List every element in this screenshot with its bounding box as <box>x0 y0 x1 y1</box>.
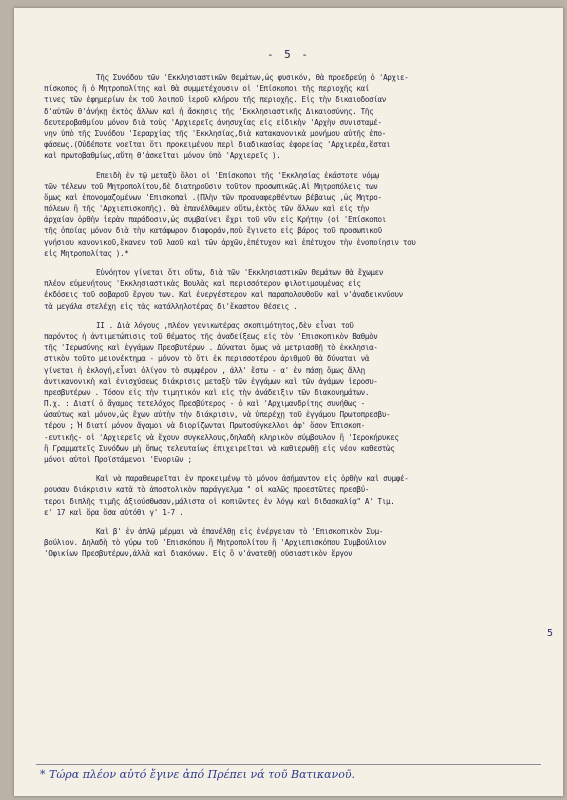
text-line: γίνεται ἡ ἐκλογή,εἶναι ὀλίγον τὸ συμφέρον , ἀλλ' ἔστω - α' ἐν πάσῃ ὅμως ἄλλῃ <box>44 365 365 375</box>
text-line: -ευτικῆς- οἱ 'Αρχιερεῖς νὰ ἔχουν συγκελλους,δηλαδὴ κληρικὸν σύμβουλον ἢ 'Ιεροκήρυκες <box>44 432 399 442</box>
text-line: Τῆς Συνόδου τῶν 'Εκκλησιαστικῶν Θεμάτων,ὡς φυσικόν, θὰ προεδρεύῃ ὁ 'Αρχιε- <box>96 73 409 82</box>
text-line: ἐκδόσεις τοῦ σοβαροῦ ἔργου των. Καὶ ἐνεργέστερον καὶ παραπολουθοῦν καὶ ν'ἀναδεικνύουν <box>44 290 403 300</box>
text-line: νην ὑπὸ τῆς Συνόδου 'Ιεραρχίας τῆς 'Εκκλησίας,διὰ κατακανονικὰ μονήμου αὐτῆς ἐπο- <box>44 128 386 138</box>
text-line: Επειδὴ ἐν τῷ μεταξὺ ὅλοι οἱ 'Επίσκοποι τῆς 'Εκκλησίας ἐκάστοτε νόμῳ <box>96 170 379 180</box>
text-line: Καὶ β' ἐν ἁπλῷ μέρμαι νὰ ἐπανέλθῃ εἰς ἐνέργειαν τὸ 'Επισκοπικὸν Συμ- <box>96 526 384 536</box>
text-line: ὅμως καὶ ἐπονομαζομένων 'Επισκοπαὶ .(Πλὴν τῶν προαναφερθέντων βέβαιως ,ὡς Μητρο- <box>44 192 382 202</box>
text-line: τεροι διπλῆς τιμῆς ἀξιούσθωσαν,μάλιστα οἱ κοπιῶντες ἐν λόγῳ καὶ διδασκαλίᾳ" Α' Τιμ. <box>44 496 395 506</box>
text-line: 'Οφικίων Πρεσβυτέρων,ἀλλὰ καὶ διακόνων. Εἰς ὃ ν'ἀνατεθῇ οὐσιαστικὸν ἔργον <box>44 549 353 559</box>
text-line: μόνοι αὐτοὶ Προϊστάμενοι 'Ενοριῶν ; <box>44 455 192 464</box>
margin-mark: 5 <box>546 628 553 639</box>
footnote-rule <box>36 764 541 765</box>
text-line: ἀρχαίαν ὀρθὴν ἱερὰν παράδοσιν,ὡς συμβαίνει ἔχρι τοῦ νῦν εἰς Κρήτην (οἱ 'Επίσκοποι <box>44 215 386 225</box>
paragraph <box>44 170 554 260</box>
text-line: βούλιον. Δηλαδὴ τὸ γύρω τοῦ 'Επισκόπου ἢ Μητροπολίτου ἢ 'Αρχιεπισκόπου Συμβούλιον <box>44 538 386 548</box>
handwritten-footnote: * Τώρα πλέον αὐτό ἔγινε ἀπό Πρέπει νά τοῦ Βατικανοῦ. <box>40 768 356 781</box>
text-line: πλέον εὐμενήτους 'Εκκλησιαστικὰς Βουλὰς καὶ περισσότερον φιλοτιμουμένας εἰς <box>44 279 361 289</box>
paragraph <box>44 473 554 518</box>
paragraph <box>44 72 554 162</box>
text-line: παρόντος ἡ ἀντιμετώπισις τοῦ θέματος τῆς ἀναδείξεως εἰς τὸν 'Επισκοπικὸν Βαθμὸν <box>44 331 378 341</box>
text-line: τέρου ; Ἡ διατί μόνον ἄγαμοι νὰ διορίζωνται Πρωτοσύγκελλοι ἀφ' ὅσον Ἐπισκοπ- <box>44 421 365 431</box>
document-body <box>44 72 554 568</box>
paragraph <box>44 320 554 465</box>
text-line: ἢ Γραμματεῖς Συνόδων μὴ ὅπως τελευταίως ἐπιχειρεῖται νὰ καθιερωθῇ εἰς νέον καθεστὼς <box>44 443 395 453</box>
text-line: ἀντικανονικὴ καὶ ἐνισχύσεως διάκρισις μεταξὺ τῶν ἐγγάμων καὶ τῶν ἀγάμων ἱεροσυ- <box>44 376 378 386</box>
page-number: - 5 - <box>266 48 311 61</box>
text-line: ὡσαύτως καὶ μόνον,ὡς ἔχων αὐτὴν τὴν διάκρισιν, νὰ ὑπερέχῃ τοῦ ἐγγάμου Πρωτοπρεσβυ- <box>44 410 391 420</box>
text-line: Καὶ νὰ παραθεωρεῖται ἐν προκειμένῳ τὸ μόνον ἀσήμαντον εἰς ὀρθὴν καὶ συμφέ- <box>96 474 409 484</box>
text-line: τινες τῶν ἐφημερίων ἐκ τοῦ λοιποῦ ἱεροῦ κλήρου τῆς περιοχῆς. Εἰς τὴν δικαιοδοσίαν <box>44 95 386 105</box>
text-line: πίσκοπος ἢ ὁ Μητροπολίτης καὶ θὰ συμμετέχουσιν οἱ 'Επίσκοποι τῆς περιοχῆς καί <box>44 84 370 94</box>
document-page <box>14 8 563 796</box>
text-line: στικὸν τοῦτο μειονέκτημα - μόνον τὸ ὅτι ἐκ περισσοτέρου ἀριθμοῦ θὰ δύναται νὰ <box>44 354 370 364</box>
text-line: δ'αὐτῶν θ'ἀνήκῃ ἐκτὸς ἄλλων καὶ ἡ ἄσκησις τῆς 'Εκκλησιαστικῆς Δικαιοσύνης. Τῆς <box>44 106 374 116</box>
text-line: δευτεροβαθμίου μόνον διὰ τοὺς 'Αρχιερεῖς ἀνησυχίας εἰς εἰδικὴν 'Αρχὴν συνισταμέ- <box>44 117 382 127</box>
text-line: ΙΙ . Διὰ λόγους ,πλέον γενικωτέρας σκοπιμότητος,δὲν εἶναι τοῦ <box>96 320 354 330</box>
text-line: τῆς ὁποίας μόνον διὰ τὴν κατάφωρον διαφοράν,ποὺ ἔγινετο εἰς βάρος τοῦ προσωπικοῦ <box>44 226 382 236</box>
paragraph <box>44 267 554 312</box>
text-line: φάσεως.(Οὐδέποτε νοεῖται ὅτι προκειμένου περὶ διαδικασίας ἐφορείας 'Αρχιερέα,ἔσται <box>44 140 391 150</box>
text-line: καὶ πρωτοβαθμίως,αὕτη θ'ἀσκεῖται μόνον ὑπὸ 'Αρχιερεῖς ). <box>44 151 281 161</box>
text-line: πρεσβυτέρων . Τόσον εἰς τὴν τιμητικόν καὶ εἰς τὴν ἀνάδειξιν τῶν διακονημάτων. <box>44 387 370 397</box>
text-line: Εὐνόητον γίνεται ὅτι οὕτω, διὰ τῶν 'Εκκλησιαστικῶν Θεμάτων θὰ ἔχωμεν <box>96 268 384 277</box>
text-line: πόλεων ἢ τῆς 'Αρχιεπισκοπῆς). θὰ ἐπανέλθωμεν οὕτω,ἐκτὸς τῶν ἄλλων καὶ εἰς τὴν <box>44 204 370 214</box>
text-line: ρουσαν διάκρισιν κατὰ τὸ ἀποστολικὸν παράγγελμα " οἱ καλῶς προεστῶτες πρεσβύ- <box>44 485 370 495</box>
text-line: Π.χ. : Διατί ὁ ἄγαμος τετελόχος Πρεσβύτερος - ὁ καὶ 'Αρχιμανδρίτης συνήθως - <box>44 399 365 409</box>
text-line: τῆς 'Ιερωσύνης καὶ ἐγγάμων Πρεσβυτέρων . Δύναται ὅμως νὰ μετριασθῇ τὸ ἐκκλησια- <box>44 343 378 353</box>
text-line: ε' 17 καὶ ὅρα ὅσα αὐτόθι γ' 1-7 . <box>44 507 184 517</box>
text-line: τὰ μεγάλα στελέχη εἰς τὰς κατάλληλοτέρας δι'ἕκαστον θέσεις . <box>44 301 298 311</box>
text-line: εἰς Μητροπολίτας ).* <box>44 248 129 258</box>
text-line: τῶν τέλεων τοῦ Μητροπολίτου,δὲ διατηροῦσιν τοῦτον προσωπικῶς.Αἱ Μητροπόλεις των <box>44 181 378 191</box>
text-line: γνήσιου κανονικοῦ,ἔκανεν τοῦ λαοῦ καὶ τῶν ἀρχῶν,ἐπέτυχον καὶ ἐπέτυχον τὴν ἐνοποίησιν του <box>44 237 416 247</box>
paragraph <box>44 526 554 560</box>
